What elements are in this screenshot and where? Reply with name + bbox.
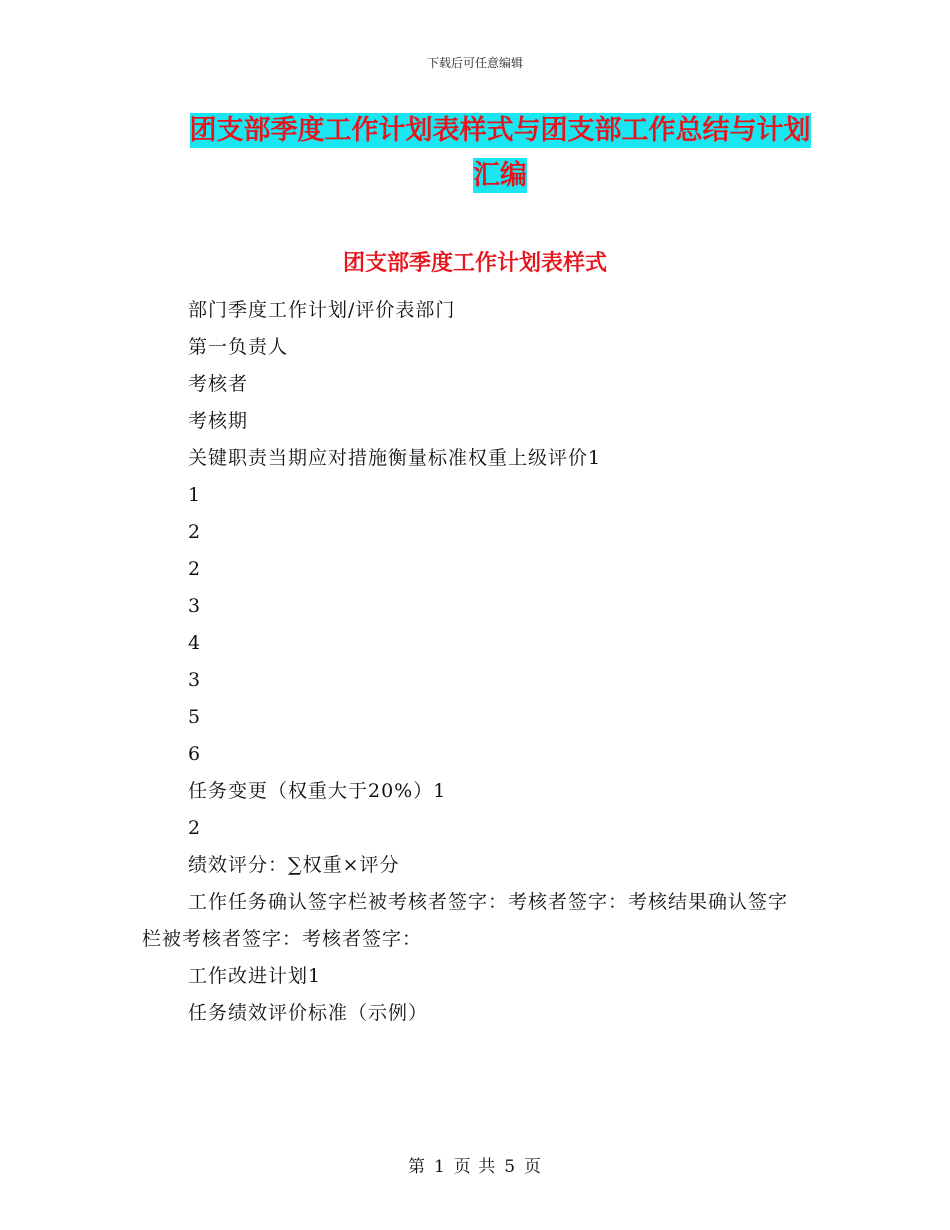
paragraph: 1	[188, 484, 202, 506]
paragraph: 工作任务确认签字栏被考核者签字：考核者签字：考核结果确认签字栏被考核者签字：考核者签字：	[142, 891, 789, 950]
total-pages: 5	[504, 1157, 517, 1177]
section-title: 团支部季度工作计划表样式	[342, 251, 607, 276]
page-label-prefix: 第	[407, 1157, 426, 1177]
paragraph: 2	[188, 521, 202, 543]
paragraph: 3	[188, 595, 202, 617]
paragraph: 5	[188, 706, 202, 728]
document-title-line2: 汇编	[473, 160, 527, 191]
header-note: 下载后可任意编辑	[426, 56, 523, 70]
document-title	[150, 108, 850, 198]
paragraph: 关键职责当期应对措施衡量标准权重上级评价1	[188, 447, 602, 469]
paragraph: 部门季度工作计划/评价表部门	[188, 299, 456, 321]
paragraph: 2	[188, 817, 202, 839]
page-label-mid: 页 共	[453, 1157, 497, 1177]
page-number: 1	[433, 1157, 446, 1177]
paragraph: 工作改进计划1	[188, 965, 322, 987]
paragraph: 4	[188, 632, 202, 654]
paragraph: 绩效评分：∑权重×评分	[188, 854, 400, 876]
page-footer	[0, 1152, 950, 1177]
paragraph: 6	[188, 743, 202, 765]
paragraph: 第一负责人	[188, 336, 289, 358]
paragraph: 2	[188, 558, 202, 580]
paragraph: 任务变更（权重大于20%）1	[188, 780, 447, 802]
page-label-suffix: 页	[524, 1157, 543, 1177]
document-title-line1: 团支部季度工作计划表样式与团支部工作总结与计划	[189, 115, 811, 146]
paragraph: 考核期	[188, 410, 249, 432]
paragraph: 考核者	[188, 373, 249, 395]
document-body	[142, 292, 802, 1032]
paragraph: 3	[188, 669, 202, 691]
paragraph: 任务绩效评价标准（示例）	[188, 1002, 429, 1024]
